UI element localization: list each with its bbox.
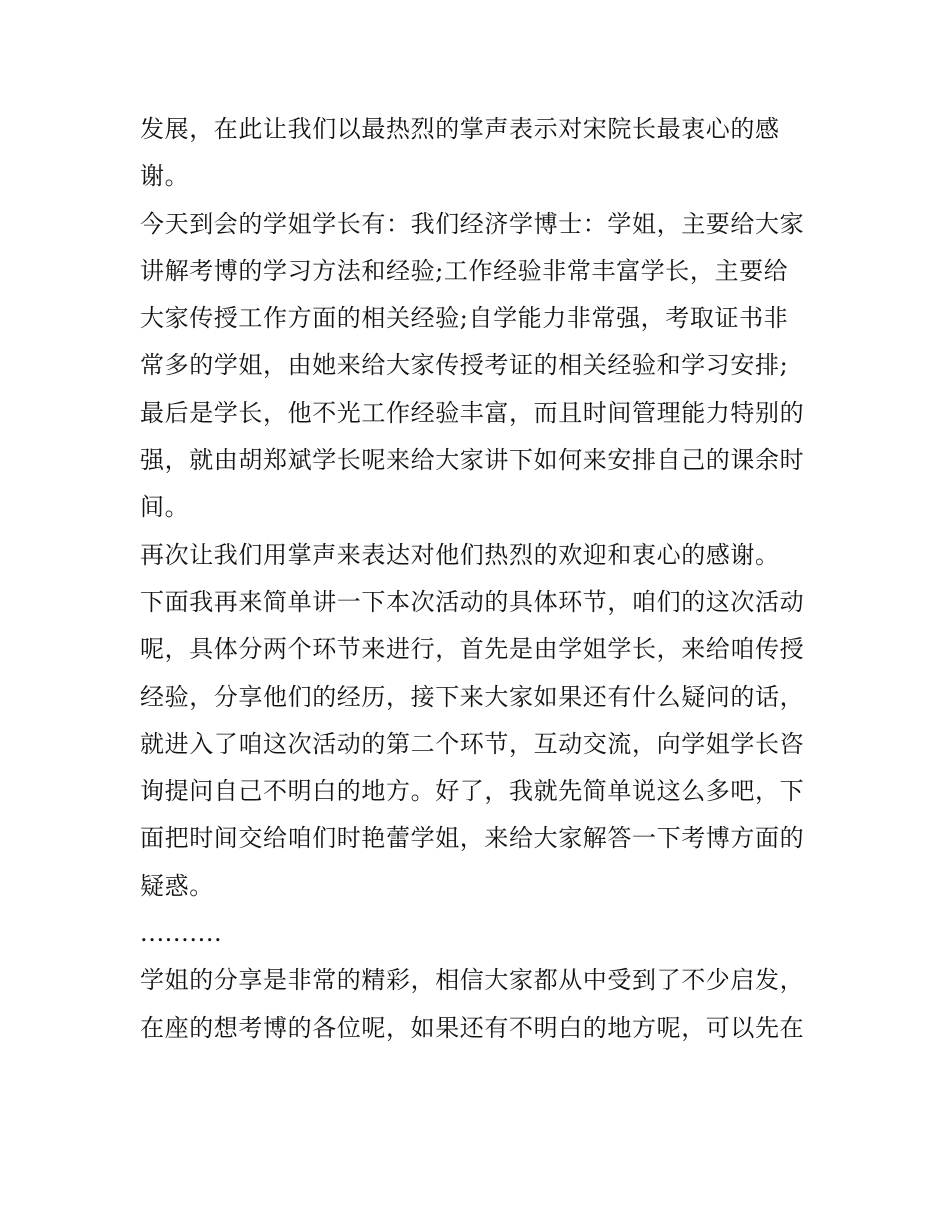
- ellipsis-line: ..........: [140, 919, 223, 948]
- text-line: 间。: [140, 493, 190, 522]
- text-line: 再次让我们用掌声来表达对他们热烈的欢迎和衷心的感谢。: [140, 540, 780, 569]
- text-line: 经验，分享他们的经历，接下来大家如果还有什么疑问的话，: [140, 682, 805, 711]
- text-line: 讲解考博的学习方法和经验;工作经验非常丰富学长，主要给: [140, 256, 789, 285]
- text-line: 就进入了咱这次活动的第二个环节，互动交流，向学姐学长咨: [140, 729, 805, 758]
- text-line: 下面我再来简单讲一下本次活动的具体环节，咱们的这次活动: [140, 587, 805, 616]
- text-line: 学姐的分享是非常的精彩，相信大家都从中受到了不少启发，: [140, 966, 805, 995]
- text-line: 大家传授工作方面的相关经验;自学能力非常强，考取证书非: [140, 304, 789, 333]
- text-line: 谢。: [140, 162, 190, 191]
- text-line: 强，就由胡郑斌学长呢来给大家讲下如何来安排自己的课余时: [140, 446, 805, 475]
- text-line: 发展，在此让我们以最热烈的掌声表示对宋院长最衷心的感: [140, 115, 780, 143]
- text-line: 面把时间交给咱们时艳蕾学姐，来给大家解答一下考博方面的: [140, 824, 805, 853]
- text-line: 今天到会的学姐学长有：我们经济学博士：学姐，主要给大家: [140, 209, 805, 238]
- document-body: [140, 106, 812, 1052]
- text-line: 最后是学长，他不光工作经验丰富，而且时间管理能力特别的: [140, 398, 805, 427]
- text-line: 常多的学姐，由她来给大家传授考证的相关经验和学习安排;: [140, 351, 789, 380]
- text-line: 疑惑。: [140, 871, 214, 900]
- text-line: 在座的想考博的各位呢，如果还有不明白的地方呢，可以先在: [140, 1013, 805, 1042]
- text-line: 呢，具体分两个环节来进行，首先是由学姐学长，来给咱传授: [140, 635, 805, 664]
- text-line: 询提问自己不明白的地方。好了，我就先简单说这么多吧，下: [140, 777, 805, 806]
